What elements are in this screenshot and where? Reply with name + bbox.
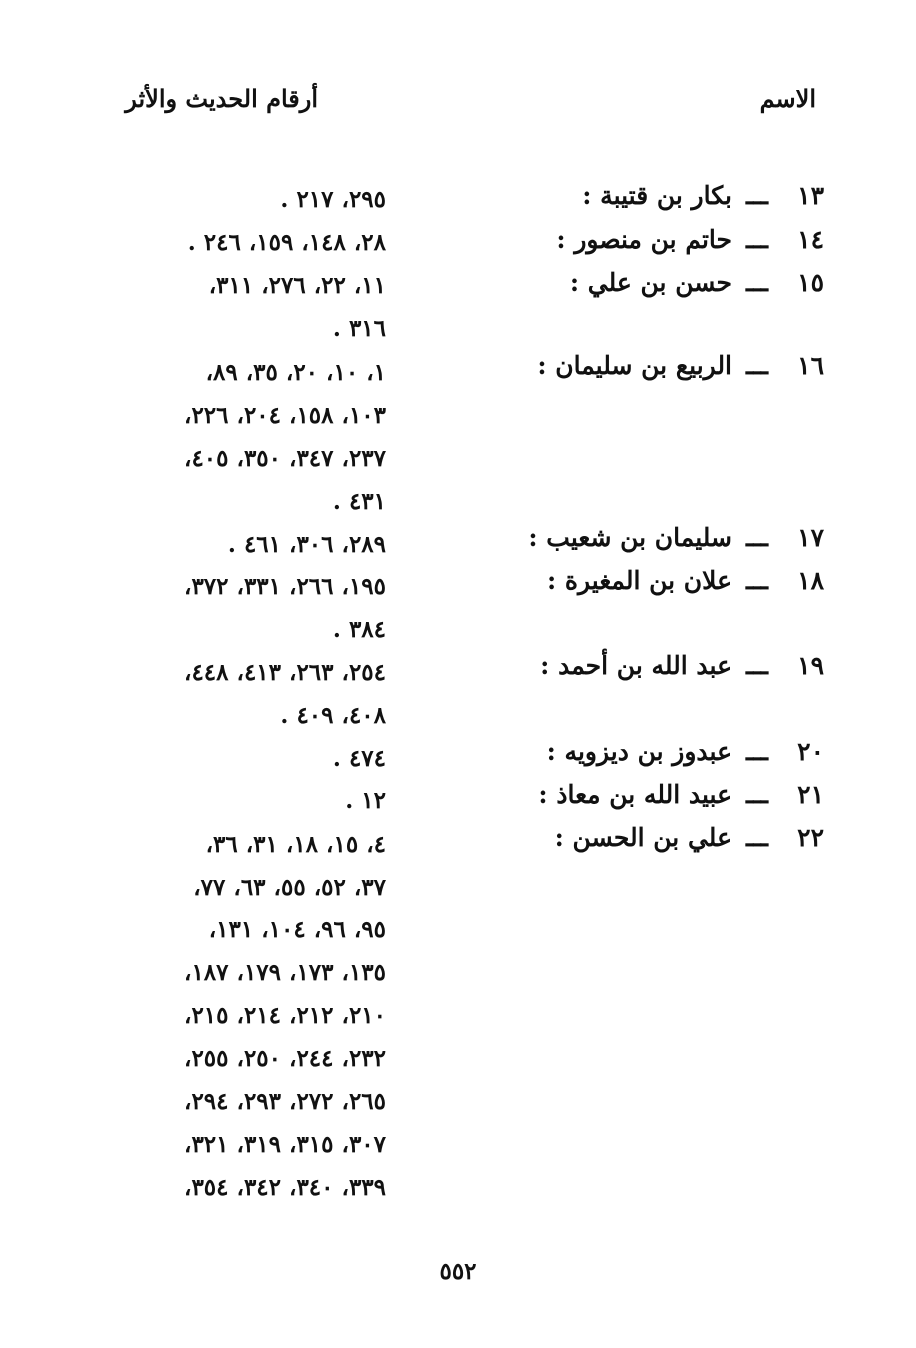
entry-number: ١٤ [797,225,824,254]
reference-line: ٤٣١ . [332,488,386,515]
reference-line: ٣٨٤ . [332,616,386,643]
column-header-numbers: أرقام الحديث والأثر [125,84,318,113]
reference-line: ٢٩٥، ٢١٧ . [280,186,386,213]
entry-row: ١٦ـــالربيع بن سليمان : [537,346,824,386]
reference-line: ٢١٠، ٢١٢، ٢١٤، ٢١٥، [184,1002,386,1029]
entry-row: ٢١ـــعبيد الله بن معاذ : [538,775,824,815]
reference-line: ١٢ . [345,787,386,814]
entry-row: ١٧ـــسليمان بن شعيب : [528,518,824,558]
entry-row: ١٥ـــحسن بن علي : [570,263,824,303]
reference-line: ١، ١٠، ٢٠، ٣٥، ٨٩، [205,359,386,386]
reference-line: ٣٧، ٥٢، ٥٥، ٦٣، ٧٧، [193,874,386,901]
reference-line: ٢٣٧، ٣٤٧، ٣٥٠، ٤٠٥، [184,445,386,472]
entry-row: ٢٠ـــعبدوز بن ديزويه : [547,732,824,772]
entry-number: ٢١ [797,780,824,809]
reference-line: ٩٥، ٩٦، ١٠٤، ١٣١، [208,916,386,943]
reference-line: ٤، ١٥، ١٨، ٣١، ٣٦، [205,831,386,858]
entry-name: علان بن المغيرة : [546,566,733,595]
entry-number: ١٣ [797,181,824,210]
entry-row: ١٤ـــحاتم بن منصور : [556,220,824,260]
reference-line: ٣١٦ . [332,315,386,342]
reference-line: ٤٧٤ . [332,745,386,772]
entry-name: عبدوز بن ديزويه : [546,737,733,766]
entry-name: حسن بن علي : [569,268,733,297]
reference-line: ٣٠٧، ٣١٥، ٣١٩، ٣٢١، [184,1131,386,1158]
reference-line: ٢٣٢، ٢٤٤، ٢٥٠، ٢٥٥، [184,1045,386,1072]
reference-line: ١٠٣، ١٥٨، ٢٠٤، ٢٢٦، [184,402,386,429]
entry-name: سليمان بن شعيب : [528,523,733,552]
reference-line: ١١، ٢٢، ٢٧٦، ٣١١، [208,272,386,299]
reference-line: ٢٦٥، ٢٧٢، ٢٩٣، ٢٩٤، [184,1088,386,1115]
column-header-name: الاسم [759,84,816,113]
entry-name: بكار بن قتيبة : [582,181,733,210]
reference-line: ١٣٥، ١٧٣، ١٧٩، ١٨٧، [184,959,386,986]
entry-name: عبيد الله بن معاذ : [538,780,733,809]
entry-number: ١٩ [797,651,824,680]
entry-row: ١٣ـــبكار بن قتيبة : [582,176,824,216]
entry-number: ١٧ [797,523,824,552]
reference-line: ٣٣٩، ٣٤٠، ٣٤٢، ٣٥٤، [184,1174,386,1201]
entry-name: حاتم بن منصور : [556,225,733,254]
reference-line: ٢٨، ١٤٨، ١٥٩، ٢٤٦ . [187,229,386,256]
entry-row: ١٩ـــعبد الله بن أحمد : [540,646,824,686]
entry-name: عبد الله بن أحمد : [540,651,733,680]
page-number: ٥٥٢ [439,1258,477,1285]
reference-line: ٢٨٩، ٣٠٦، ٤٦١ . [227,531,386,558]
reference-line: ٤٠٨، ٤٠٩ . [280,702,386,729]
entry-name: الربيع بن سليمان : [537,351,733,380]
entry-row: ١٨ـــعلان بن المغيرة : [547,561,824,601]
entry-number: ١٥ [797,268,824,297]
reference-line: ١٩٥، ٢٦٦، ٣٣١، ٣٧٢، [184,573,386,600]
entry-number: ١٨ [797,566,824,595]
entry-number: ٢٠ [797,737,824,766]
entry-number: ١٦ [797,351,824,380]
reference-line: ٢٥٤، ٢٦٣، ٤١٣، ٤٤٨، [184,659,386,686]
entry-row: ٢٢ـــعلي بن الحسن : [555,818,824,858]
entry-number: ٢٢ [797,823,824,852]
entry-name: علي بن الحسن : [554,823,733,852]
